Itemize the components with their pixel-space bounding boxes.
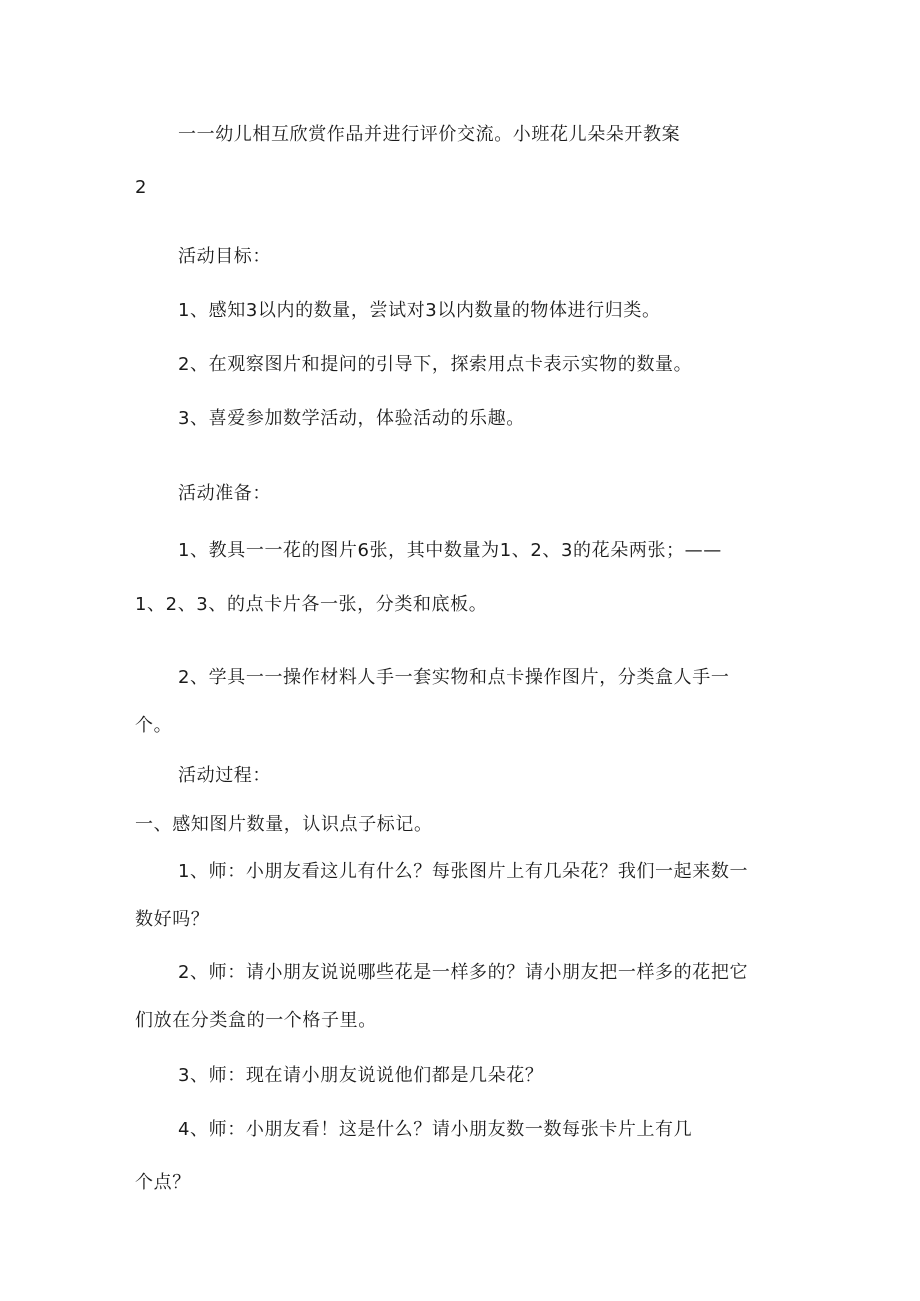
list-item-continuation: 1、2、3、的点卡片各一张，分类和底板。 — [135, 594, 488, 615]
list-item: 1、师：小朋友看这儿有什么？每张图片上有几朵花？我们一起来数一 — [178, 861, 749, 882]
list-item: 2、在观察图片和提问的引导下，探索用点卡表示实物的数量。 — [178, 354, 693, 375]
section-heading: 活动准备： — [178, 483, 271, 504]
list-item-continuation: 个。 — [135, 715, 173, 736]
list-item: 1、教具一一花的图片6张，其中数量为1、2、3的花朵两张；—— — [178, 540, 722, 561]
list-item-continuation: 数好吗？ — [135, 909, 210, 930]
list-item: 2、师：请小朋友说说哪些花是一样多的？请小朋友把一样多的花把它 — [178, 962, 749, 983]
text-line: 一一幼儿相互欣赏作品并进行评价交流。小班花儿朵朵开教案 — [178, 124, 681, 145]
section-heading: 活动目标： — [178, 246, 271, 267]
list-item-continuation: 个点？ — [135, 1172, 191, 1193]
list-item: 1、感知3以内的数量，尝试对3以内数量的物体进行归类。 — [178, 300, 661, 321]
list-item-continuation: 们放在分类盒的一个格子里。 — [135, 1010, 377, 1031]
list-item: 2、学具一一操作材料人手一套实物和点卡操作图片，分类盒人手一 — [178, 667, 730, 688]
subsection-heading: 一、感知图片数量，认识点子标记。 — [135, 814, 433, 835]
section-heading: 活动过程： — [178, 765, 271, 786]
list-item: 3、师：现在请小朋友说说他们都是几朵花？ — [178, 1065, 544, 1086]
list-item: 3、喜爱参加数学活动，体验活动的乐趣。 — [178, 408, 525, 429]
text-line: 2 — [135, 177, 148, 198]
list-item: 4、师：小朋友看！这是什么？请小朋友数一数每张卡片上有几 — [178, 1119, 693, 1140]
